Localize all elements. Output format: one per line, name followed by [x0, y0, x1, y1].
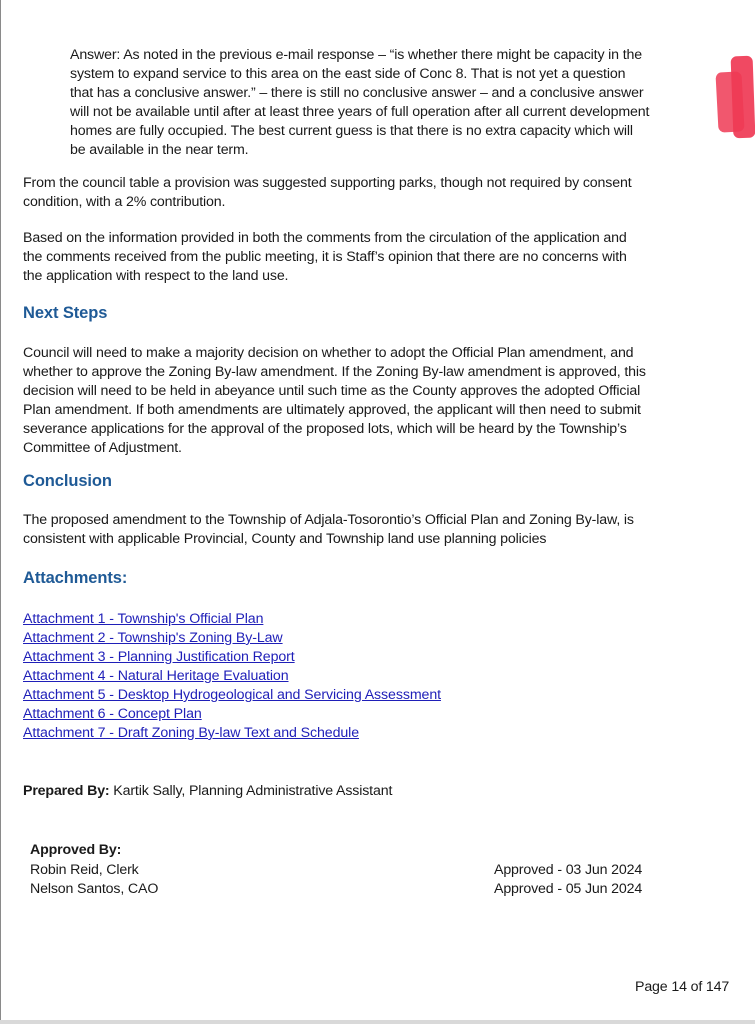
next-steps-heading: Next Steps: [23, 304, 108, 322]
paragraph-line: condition, with a 2% contribution.: [23, 194, 226, 210]
paragraph-line: The proposed amendment to the Township of Adjala-Tosorontio’s Official Plan and Zoning By-law, is: [23, 512, 634, 528]
attachment-link-5[interactable]: Attachment 5 - Desktop Hydrogeological and Servicing Assessment: [23, 687, 441, 703]
approved-by-label: Approved By:: [30, 842, 122, 858]
attachment-link-6[interactable]: Attachment 6 - Concept Plan: [23, 706, 202, 722]
paragraph-line: consistent with applicable Provincial, County and Township land use planning policies: [23, 531, 547, 547]
approver-name: Robin Reid, Clerk: [30, 862, 139, 878]
prepared-by: [23, 782, 392, 801]
attachment-link-2[interactable]: Attachment 2 - Township's Zoning By-Law: [23, 630, 283, 646]
parks-paragraph: [23, 174, 632, 212]
staff-opinion-paragraph: [23, 229, 627, 286]
answer-line: will not be available until after at least three years of full operation after all current development: [70, 104, 650, 120]
paragraph-line: the comments received from the public meeting, it is Staff’s opinion that there are no concerns with: [23, 249, 627, 265]
paragraph-line: From the council table a provision was suggested supporting parks, though not required by consent: [23, 175, 632, 191]
red-highlight-mark-2: [715, 71, 744, 132]
attachment-link-3[interactable]: Attachment 3 - Planning Justification Report: [23, 649, 295, 665]
paragraph-line: Based on the information provided in both the comments from the circulation of the application and: [23, 230, 627, 246]
attachment-link-1[interactable]: Attachment 1 - Township's Official Plan: [23, 611, 264, 627]
paragraph-line: Committee of Adjustment.: [23, 440, 182, 456]
paragraph-line: decision will need to be held in abeyance until such time as the County approves the adopted Official: [23, 383, 641, 399]
page-bottom-edge: [0, 1020, 755, 1024]
attachment-link-4[interactable]: Attachment 4 - Natural Heritage Evaluation: [23, 668, 289, 684]
answer-line: homes are fully occupied. The best current guess is that there is no extra capacity which will: [70, 123, 633, 139]
answer-line: Answer: As noted in the previous e-mail response – “is whether there might be capacity in the: [70, 47, 642, 63]
paragraph-line: Plan amendment. If both amendments are ultimately approved, the applicant will then need to submit: [23, 402, 641, 418]
prepared-by-label: Prepared By:: [23, 783, 110, 799]
paragraph-line: whether to approve the Zoning By-law amendment. If the Zoning By-law amendment is approved, this: [23, 364, 646, 380]
answer-line: that has a conclusive answer.” – there is still no conclusive answer – and a conclusive answer: [70, 85, 644, 101]
answer-line: be available in the near term.: [70, 142, 249, 158]
approval-status: Approved - 05 Jun 2024: [494, 881, 643, 897]
answer-line: system to expand service to this area on the east side of Conc 8. That is not yet a question: [70, 66, 626, 82]
page-number: Page 14 of 147: [635, 979, 730, 995]
paragraph-line: severance applications for the approval of the proposed lots, which will be heard by the Township’s: [23, 421, 627, 437]
next-steps-paragraph: [23, 344, 646, 458]
paragraph-line: Council will need to make a majority decision on whether to adopt the Official Plan amendment, and: [23, 345, 634, 361]
answer-paragraph: [70, 46, 649, 160]
conclusion-heading: Conclusion: [23, 472, 112, 490]
conclusion-paragraph: [23, 511, 634, 549]
attachments-heading: Attachments:: [23, 569, 128, 587]
attachment-link-7[interactable]: Attachment 7 - Draft Zoning By-law Text and Schedule: [23, 725, 359, 741]
paragraph-line: the application with respect to the land use.: [23, 268, 289, 284]
approver-name: Nelson Santos, CAO: [30, 881, 159, 897]
approval-status: Approved - 03 Jun 2024: [494, 862, 643, 878]
prepared-by-value: Kartik Sally, Planning Administrative Assistant: [109, 783, 393, 799]
